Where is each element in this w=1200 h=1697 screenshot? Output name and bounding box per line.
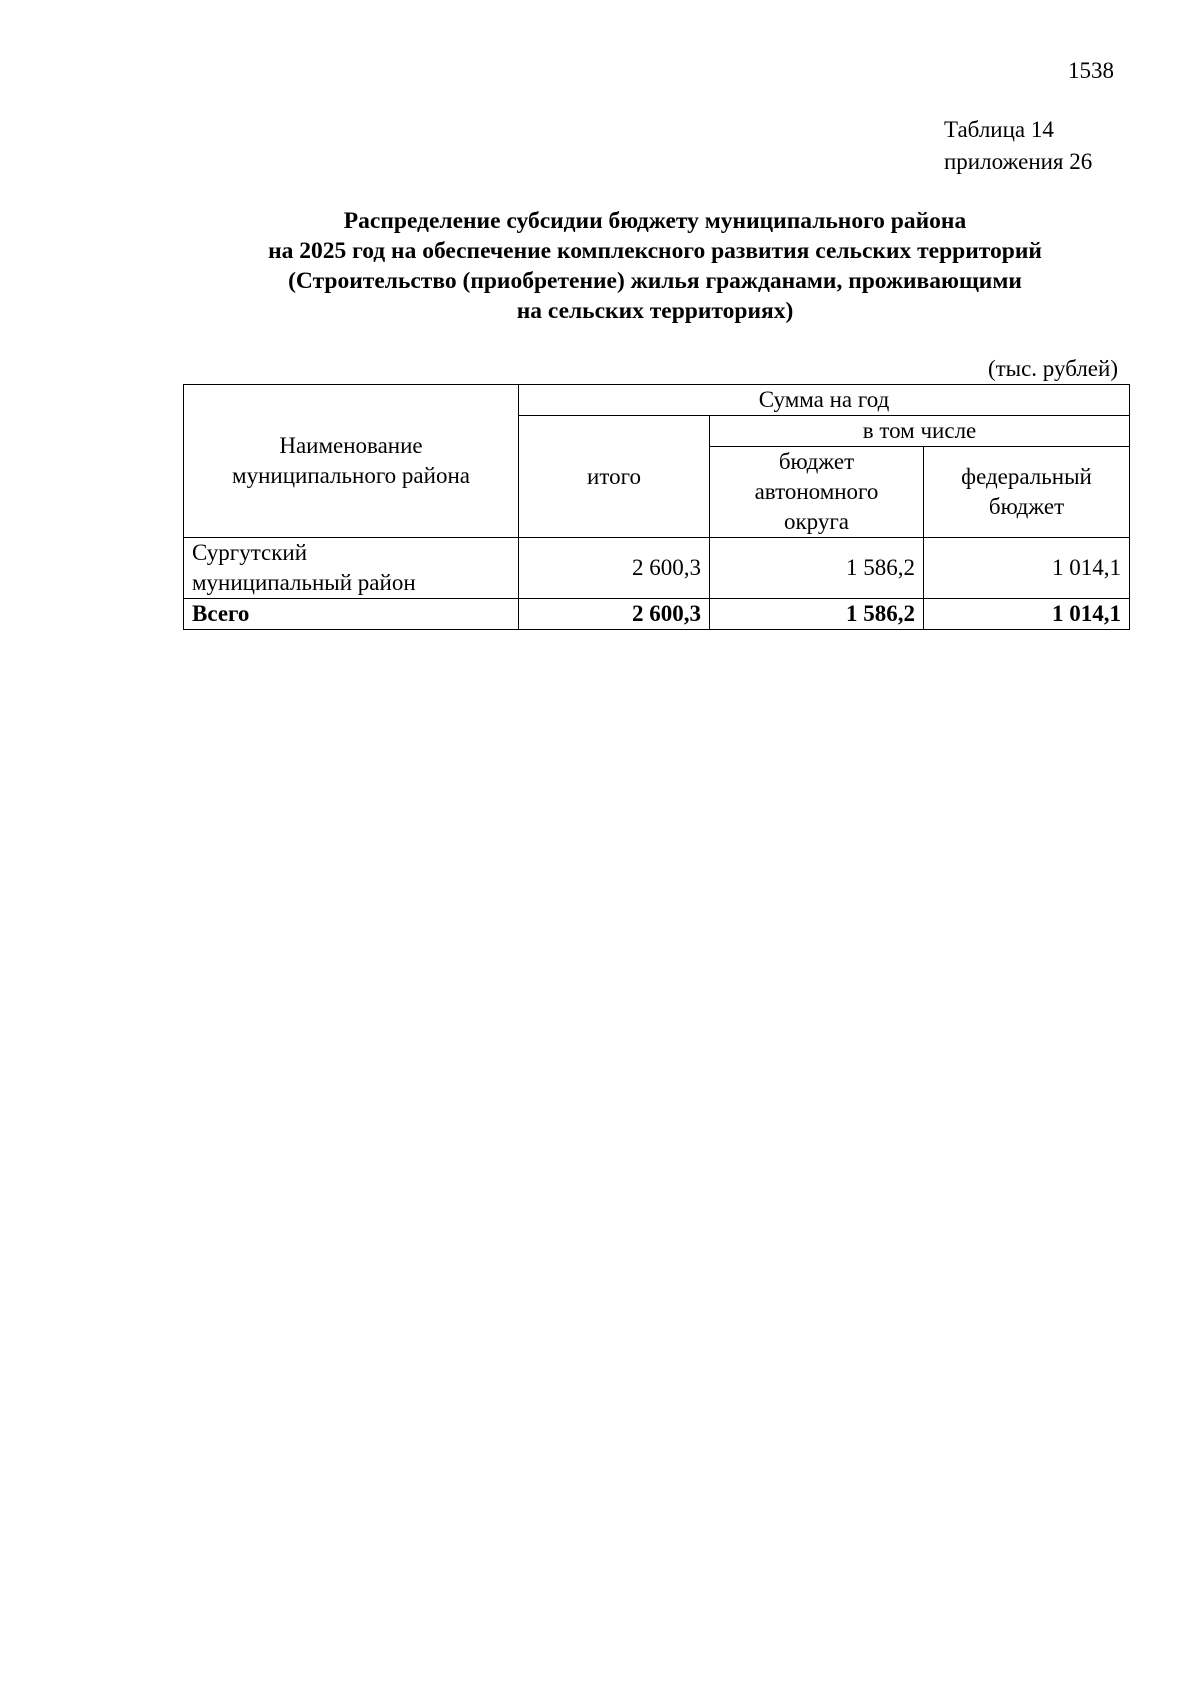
subsidy-table [183, 384, 1130, 630]
grand-total-okrug: 1 586,2 [710, 599, 924, 630]
units-label: (тыс. рублей) [987, 356, 1118, 381]
row-okrug: 1 586,2 [710, 538, 924, 599]
header-name: Наименование муниципального района [184, 385, 519, 538]
grand-total-total: 2 600,3 [519, 599, 710, 630]
table-reference-line2: приложения 26 [944, 149, 1093, 174]
grand-total-label: Всего [184, 599, 519, 630]
grand-total-federal: 1 014,1 [924, 599, 1130, 630]
title-line3: (Строительство (приобретение) жилья гражданами, проживающими [288, 268, 1022, 294]
page-number: 1538 [1068, 58, 1114, 83]
title-line1: Распределение субсидии бюджету муниципального района [343, 208, 967, 234]
row-total: 2 600,3 [519, 538, 710, 599]
header-total: итого [519, 416, 710, 538]
header-row-1 [184, 385, 1130, 416]
row-federal: 1 014,1 [924, 538, 1130, 599]
header-sum-per-year: Сумма на год [519, 385, 1130, 416]
header-okrug-budget: бюджет автономного округа [710, 447, 924, 538]
row-name-line1: Сургутский [192, 540, 308, 565]
row-name [184, 538, 519, 599]
title-line2: на 2025 год на обеспечение комплексного развития сельских территорий [268, 238, 1042, 264]
header-federal-budget: федеральный бюджет [924, 447, 1130, 538]
grand-total-row [184, 599, 1130, 630]
table-row [184, 538, 1130, 599]
header-including: в том числе [710, 416, 1130, 447]
table-reference-line1: Таблица 14 [944, 117, 1054, 142]
table-reference [944, 114, 1092, 178]
title-line4: на сельских территориях) [516, 298, 794, 324]
row-name-line2: муниципальный район [192, 570, 416, 595]
document-title [185, 206, 1125, 326]
